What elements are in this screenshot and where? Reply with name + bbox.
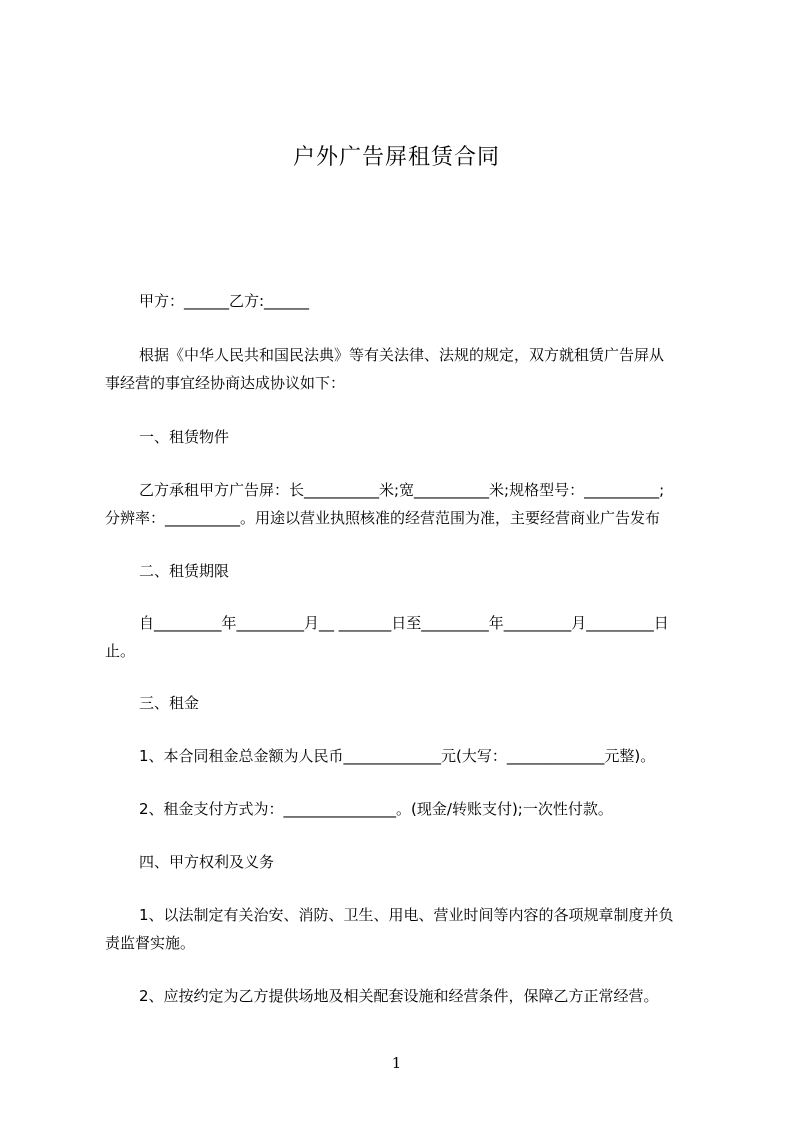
section-4-item-1-line-2: 责监督实施。 [105, 934, 196, 952]
section-4-item-2: 2、应按约定为乙方提供场地及相关配套设施和经营条件，保障乙方正常经营。 [139, 987, 659, 1005]
section-2-line-1: 自_________年_________月__ _______日至_________年_________月_________日 [139, 614, 669, 632]
preamble-line-2: 事经营的事宜经协商达成协议如下： [105, 374, 346, 392]
section-1-heading: 一、租赁物件 [139, 428, 230, 446]
section-1-line-2: 分辨率：__________。用途以营业执照核准的经营范围为准，主要经营商业广告发布 [105, 509, 661, 527]
section-3-item-2: 2、租金支付方式为：_______________。(现金/转账支付);一次性付款。 [139, 800, 613, 818]
section-3-heading: 三、租金 [139, 694, 200, 712]
document-title: 户外广告屏租赁合同 [292, 145, 500, 170]
section-2-heading: 二、租赁期限 [139, 562, 230, 580]
parties-line: 甲方：______乙方:______ [139, 292, 310, 310]
section-4-item-1-line-1: 1、以法制定有关治安、消防、卫生、用电、营业时间等内容的各项规章制度并负 [139, 906, 674, 924]
section-3-item-1: 1、本合同租金总金额为人民币_____________元(大写：_____________元整)。 [139, 747, 656, 765]
page-number: 1 [391, 1054, 402, 1072]
section-1-line-1: 乙方承租甲方广告屏：长__________米;宽__________米;规格型号：__________; [139, 481, 665, 499]
preamble-line-1: 根据《中华人民共和国民法典》等有关法律、法规的规定，双方就租赁广告屏从 [139, 346, 665, 364]
section-4-heading: 四、甲方权利及义务 [139, 853, 275, 871]
section-2-line-2: 止。 [105, 642, 136, 660]
